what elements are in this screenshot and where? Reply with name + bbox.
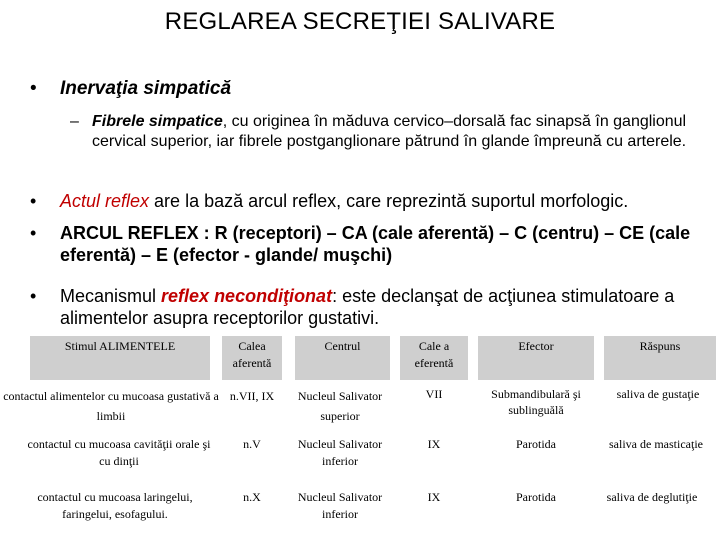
- table-cell-stimul: contactul alimentelor cu mucoasa gustativă a limbii: [3, 389, 219, 423]
- bullet-label: Inervaţia simpatică: [59, 78, 232, 99]
- col-header-efector: Efector: [518, 339, 554, 353]
- sub-bullet-emphasis: Fibrele simpatice: [92, 113, 223, 130]
- dash-marker: –: [70, 113, 79, 130]
- col-header-raspuns: Răspuns: [639, 339, 681, 353]
- bullet-marker: •: [30, 191, 37, 211]
- table-cell-efector: Parotida: [516, 490, 556, 504]
- sub-bullet-text: [92, 112, 700, 152]
- bullet-text: ARCUL REFLEX : R (receptori) – CA (cale aferentă) – C (centru) – CE (cale eferentă) – E (efector - glande/ muşchi): [60, 223, 691, 265]
- table-cell-eferenta: IX: [427, 490, 441, 504]
- bullet-text: [60, 285, 710, 329]
- bullet-marker: •: [30, 286, 37, 306]
- bullet-mecanismul: [30, 285, 710, 329]
- reflex-table: [0, 336, 720, 540]
- bullet-pre: Mecanismul: [60, 286, 162, 306]
- table-cell-calea: n.V: [243, 437, 261, 451]
- bullet-actul-reflex: [30, 190, 710, 212]
- table-cell-centrul: Nucleul Salivator inferior: [297, 490, 383, 521]
- table-cell-efector: Parotida: [516, 437, 556, 451]
- col-header-stimul: Stimul ALIMENTELE: [64, 339, 176, 353]
- bullet-emphasis: Actul reflex: [60, 191, 150, 211]
- table-cell-calea: n.VII, IX: [229, 389, 275, 403]
- table-cell-calea: n.X: [243, 490, 261, 504]
- bullet-text: [60, 190, 710, 212]
- table-cell-stimul: contactul cu mucoasa laringelui, faringelui, esofagului.: [37, 490, 193, 521]
- bullet-marker: •: [30, 78, 37, 99]
- col-header-cale-eferenta: Cale a eferentă: [414, 339, 454, 370]
- table-cell-eferenta: VII: [425, 387, 443, 401]
- table-cell-efector: Submandibulară şi sublinguălă: [491, 387, 581, 417]
- bullet-marker: •: [30, 223, 37, 243]
- table-cell-eferenta: IX: [427, 437, 441, 451]
- table-cell-raspuns: saliva de gustaţie: [616, 387, 700, 401]
- col-header-centrul: Centrul: [324, 339, 361, 353]
- table-cell-raspuns: saliva de deglutiţie: [606, 490, 698, 504]
- table-cell-centrul: Nucleul Salivator superior: [297, 389, 383, 423]
- col-header-calea-aferenta: Calea aferentă: [232, 339, 272, 370]
- bullet-arcul-reflex: [30, 222, 710, 266]
- bullet-inervatia-simpatica: [30, 78, 710, 100]
- table-cell-raspuns: saliva de masticaţie: [609, 437, 703, 451]
- sub-bullet-rest: , cu originea în măduva cervico–dorsală fac sinapsă în ganglionul cervical superior, iar fibrele postganglionare pătrund în glande împreună cu arterele.: [92, 113, 687, 150]
- bullet-rest: are la bază arcul reflex, care reprezintă suportul morfologic.: [149, 191, 629, 211]
- table-cell-centrul: Nucleul Salivator inferior: [297, 437, 383, 468]
- page-title: REGLAREA SECREŢIEI SALIVARE: [164, 8, 556, 35]
- bullet-emphasis: reflex necondiţionat: [161, 286, 333, 306]
- bullet-rest: : este declanşat de acţiunea stimulatoare a alimentelor asupra receptorilor gustativi.: [60, 286, 675, 328]
- table-cell-stimul: contactul cu mucoasa cavităţii orale şi cu dinţii: [27, 437, 211, 468]
- sub-bullet-fibrele: [70, 112, 700, 152]
